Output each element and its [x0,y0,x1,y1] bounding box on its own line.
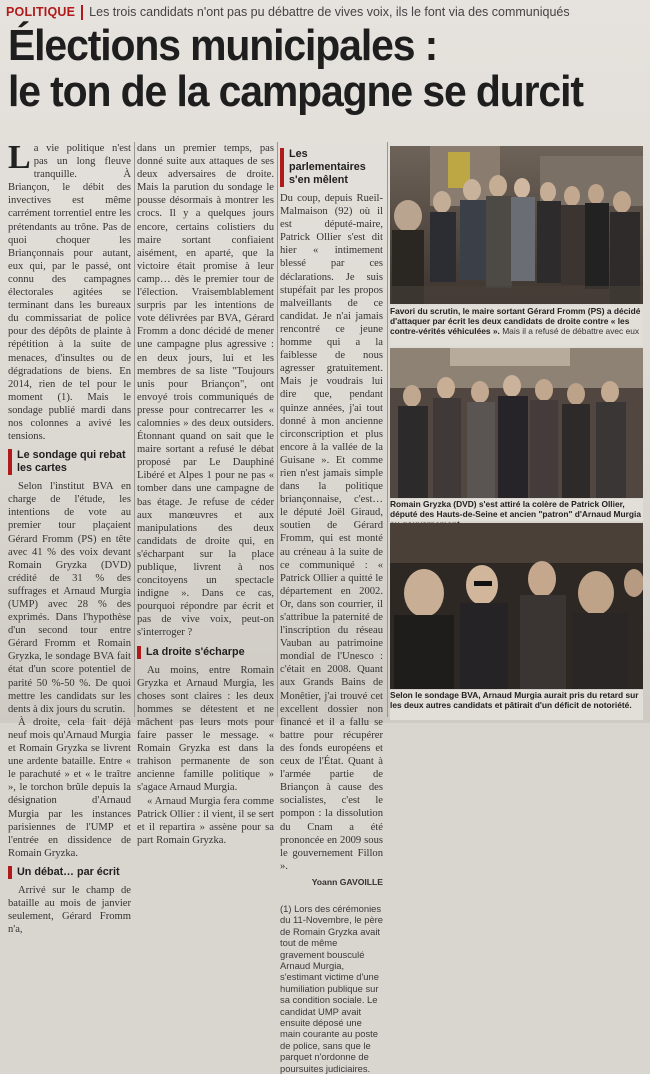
subhead-bar [8,449,12,475]
paragraph: Au moins, entre Romain Gryzka et Arnaud Murgia, les choses sont claires : les deux hommes se détestent et ne mâchent pas leurs mots pour faire passer le message. « Romain Gryzka est dans la trahison permanente de son ancienne famille politique » s'agace Arnaud Murgia. [137,664,274,794]
subhead-debat: Un débat… par écrit [8,866,131,879]
column-rule [387,142,388,717]
photo-caption-1: Favori du scrutin, le maire sortant Gérard Fromm (PS) a décidé d'attaquer par écrit les deux candidats de droite contre « les contre-vérités véhiculées ». Mais il a refusé de débattre avec eux [390,306,643,346]
photo-image-3 [390,523,643,689]
byline: Yoann GAVOILLE [311,876,383,887]
photo-caption-2: Romain Gryzka (DVD) s'est attiré la colère de Patrick Ollier, député des Hauts-de-Seine et ancien "patron" d'Arnaud Murgia [390,499,643,521]
subhead-bar [280,148,284,187]
article-column-1 [8,139,131,936]
subhead-bar [8,866,12,879]
photo-image-2 [390,348,643,498]
subhead-droite: La droite s'écharpe [137,646,274,659]
photo-gerard-fromm [390,146,643,304]
paragraph: « Arnaud Murgia fera comme Patrick Ollier : il vient, il se sert et il repartira » assène pour sa part Romain Gryzka. [137,795,274,846]
subhead-bar [137,646,141,659]
paragraph: Selon l'institut BVA en charge de l'étude, les intentions de vote au premier tour plaçaient Gérard Fromm (PS) en tête avec 41 % des voix devant Romain Gryzka (DVD) crédité de 31 % des suffrages et Arnaud Murgia (UMP) avec 28 % des exprimés. Dans l'hypothèse d'un second tour entre Gérard Fromm et Romain Gryzka, le sondage BVA fait état d'un score potentiel de parité 50 %-50 %. De quoi mettre les candidats sur les dents à dix jours du scrutin. [8,481,131,715]
photo-image-1 [390,146,643,304]
article-column-3 [280,148,383,1074]
paragraph: À droite, cela fait déjà neuf mois qu'Arnaud Murgia et Romain Gryzka se livrent une ardente bataille. Entre « le parachuté » et « le traître », le torchon brûle depuis la désignation d'Arnaud Murgia par les instances parisiennes de l'UMP et l'entrée en dissidence de Romain Gryzka. [8,716,131,859]
subhead-parlementaires: Les parlementaires s'en mêlent [280,148,383,187]
photo-caption-3: Selon le sondage BVA, Arnaud Murgia aurait pris du retard sur les deux autres candidats et pâtirait d'un déficit de notoriété. [390,690,643,720]
paragraph: dans un premier temps, pas donné suite aux attaques de ses deux adversaires de droite. Mais la parution du sondage le pousse désormais à montrer les crocs. Il y a quelques jours encore, certains colistiers du maire sortant confiaient aisément, en aparté, que la victoire était promise à leur camp… dès le premier tour de l'élection. Vraisemblablement surpris par les intentions de vote délivrées par BVA, Gérard Fromm a donc décidé de mener une campagne plus agressive : en deux jours, lui et les membres de sa liste "Toujours unis pour Briançon", ont envoyé trois communiqués de presse pour contrecarrer les « calomnies » des deux outsiders. Étonnant quand on sait que le maire sortant a refusé le débat proposé par Le Dauphiné Libéré et Alpes 1 pour ne pas « tomber dans une campagne de bas étage. Je refuse de céder aux manœuvres et aux manipulations des deux candidats de droite qui, en s'écharpant sur la place publique, livrent à nos concitoyens un spectacle indigne ». Dans ce cas, pourquoi répondre par écrit et pas de vive voix, peut-on s'interroger ? [137,143,274,639]
headline-line-2: le ton de la campagne se durcit [8,67,583,116]
headline [8,23,599,115]
paragraph: Arrivé sur le champ de bataille au mois de janvier seulement, Gérard Fromm n'a, [8,884,131,936]
subhead-sondage: Le sondage qui rebat les cartes [8,449,131,475]
kicker: Les trois candidats n'ont pas pu débattre de vives voix, ils le font via des communiqués [89,5,570,19]
section-label: POLITIQUE [6,5,76,19]
footnote: (1) Lors des cérémonies du 11-Novembre, le père de Romain Gryzka avait tout de même gravement bousculé Arnaud Murgia, s'estimant victime d'une humiliation publique sur sa condition sociale. Le candidat UMP avait ensuite déposé une main courante au poste de police, sans que le parquet n'ordonne de poursuites judiciaires. [280,902,384,1074]
column-rule [277,142,278,717]
article-column-2 [137,142,274,847]
intro-paragraph: La vie politique n'est pas un long fleuve tranquille. À Briançon, le débit des invectives est même carrément torrentiel entre les prétendants au trône. Pas de quoi choquer les Briançonnais pour autant, eux qui, par le passé, ont connu des campagnes électorales agitées se terminant dans les bureaux du commissariat de police pour des dépôts de plainte à répétition à la suite de menaces, d'insultes ou de dégradations de biens. En 2014, rien de tel pour le moment (1). Mais le sondage publié mardi dans nos colonnes a avivé les tensions. [8,139,131,443]
drop-cap: L [8,139,31,176]
rubric-separator [81,5,83,20]
paragraph: Du coup, depuis Rueil-Malmaison (92) où il est député-maire, Patrick Ollier s'est dit hier « intimement blessé par ces déclarations. Je suis stupéfait par les propos malveillants de ce candidat. Je n'ai jamais rencontré ce jeune homme qui a la faiblesse de nous agresser gratuitement. Mais je voudrais lui dire que, pendant quinze années, j'ai tout donné à mon ancienne circonscription et plus encore à la vallée de la Guisane ». Et comme rien n'est jamais simple dans la politique briançonnaise, c'est… le député Joël Giraud, soutien de Gérard Fromm, qui est monté au créneau à la suite de ce communiqué : « Patrick Ollier a quitté le département en 2002. Or, dans son courrier, il s'attribue la paternité de l'inscription du réseau Vauban au patrimoine mondial de l'Unesco : c'était en 2008. Quant aux Grands Bains de Monêtier, j'ai trouvé cet excellent dossier non financé et il a fallu se battre pour récupérer des fonds européens et ceux de l'État. Quant à l'armée partie de Briançon à cause des socialistes, c'est le pompon : la dissolution du Cnam a été prononcée en 2009 sous le gouvernement Fillon ». [280,193,383,872]
headline-line-1: Élections municipales : [8,21,438,70]
section-rubric [6,2,646,22]
photo-romain-gryzka [390,348,643,498]
photo-arnaud-murgia [390,523,643,689]
column-rule [134,142,135,717]
